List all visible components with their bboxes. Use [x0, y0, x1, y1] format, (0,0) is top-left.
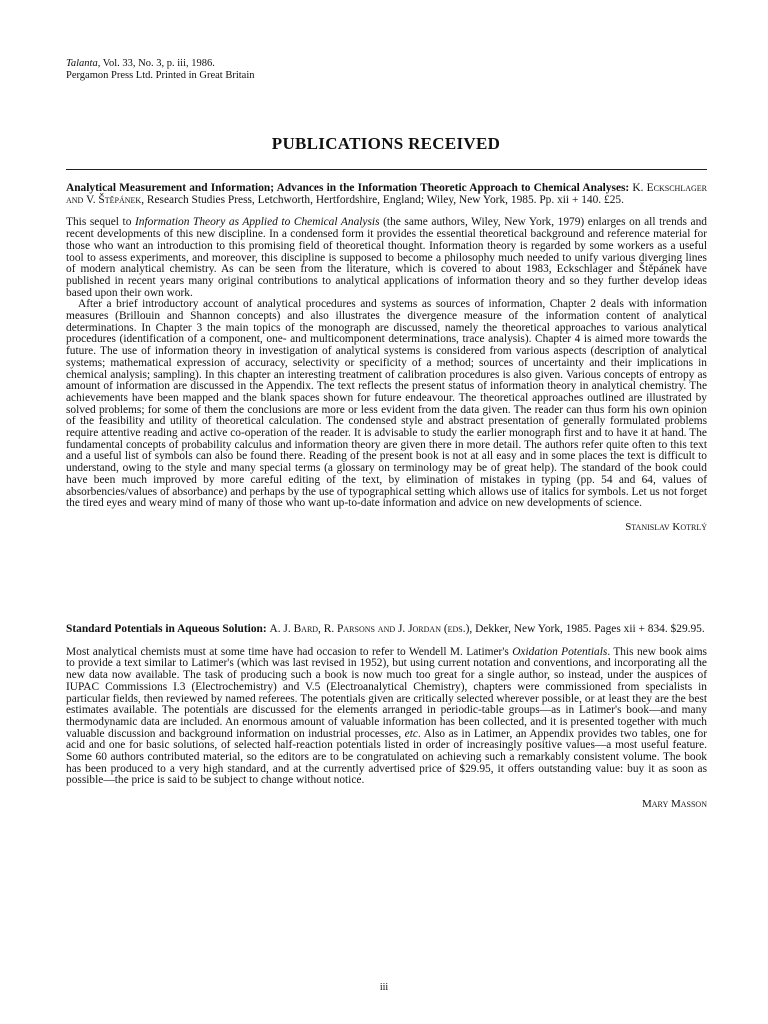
- review-2: [66, 624, 707, 811]
- review-1-paragraph-2: After a brief introductory account of analytical procedures and systems as sources of information, Chapter 2 deals with information measures (Brillouin and Shannon concepts) and also illustrates the divergence measure of the information content of analytical determinations. In Chapter 3 the main topics of the monograph are discussed, namely the theoretical approaches to various analytical procedures (identification of a component, one- and multicomponent determinations, trace analysis). Chapter 4 is aimed more towards the future. The use of information theory in investigation of analytical systems is considered from various aspects (description of analytical systems; mathematical expression of accuracy, selectivity or specificity of a method; sources of uncertainty and their implications in chemical analysis; sampling). In this chapter an interesting treatment of calibration procedures is also given. Various concepts of entropy as amount of information are discussed in the Appendix. The text reflects the present status of information theory in analytical chemistry. The achievements have been mapped and the blank spaces shown for future endeavour. The theoretical approaches outlined are illustrated by solved problems; for some of them the conclusions are more or less evident from the data given. The reader can thus form his own opinion of the feasibility and utility of theoretical calculation. The condensed style and abstract presentation of generally formulated problems require attentive reading and active co-operation of the reader. It is advisable to study the earlier monograph first and to have it at hand. The fundamental concepts of probability calculus and information theory are given there in more detail. The authors refer quite often to this text and a useful list of symbols can also be found there. Reading of the present book is not at all easy and in some places the text is difficult to understand, owing to the style and many special terms (a glossary on terminology may be of great help). The standard of the book could have been much improved by more careful editing of the text, by elimination of mistakes in typing (pp. 54 and 64, values of absorbencies/values of absorbance) and perhaps by the use of typographical setting which allows use of italics for symbols. Let us not forget the tired eyes and weary mind of many of those who want up-to-date information and advice on new developments of science.: [66, 298, 707, 510]
- review-1-text: (the same authors, Wiley, New York, 1979) enlarges on all trends and recent developments of this new discipline. In a condensed form it provides the essential theoretical background and reference material for those who want an introduction to this promising field of theoretical thought. Information theory is regarded by some workers as a useful tool to assess experiments, and moreover, this discipline is supposed to become a philosophy much needed to unify various diverging lines of modern analytical chemistry. As can be seen from the literature, which is covered to about 1983, Eckschlager and Štěpánek have published in recent years many original contributions to analytical applications of information theory and so they further develop ideas based upon their own work.: [66, 216, 707, 299]
- book-reference-2: [66, 624, 707, 636]
- review-2-paragraph-1: [66, 647, 707, 787]
- review-1: [66, 183, 707, 534]
- reviewer-1: Stanislav Kotrlý: [625, 520, 707, 533]
- book-authors-1: K. Eckschlager and V. Štěpánek: [66, 182, 707, 206]
- page-number: iii: [379, 982, 389, 993]
- cited-title: Information Theory as Applied to Chemical Analysis: [135, 216, 380, 229]
- cited-title: Oxidation Potentials: [512, 645, 608, 658]
- book-publication-2: , Dekker, New York, 1985. Pages xii + 834. $29.95.: [469, 623, 705, 635]
- review-1-paragraph-1: [66, 217, 707, 299]
- book-title-2: Standard Potentials in Aqueous Solution:: [66, 623, 267, 635]
- etc-italic: etc: [404, 727, 418, 740]
- book-authors-2: A. J. Bard, R. Parsons and J. Jordan (eds.): [269, 623, 470, 635]
- review-2-text: Most analytical chemists must at some time have had occasion to refer to Wendell M. Latimer's: [66, 645, 513, 658]
- review-1-text: This sequel to: [66, 216, 135, 229]
- page-title: PUBLICATIONS RECEIVED: [271, 134, 501, 153]
- reviewer-2: Mary Masson: [642, 798, 707, 811]
- review-2-text: . Also as in Latimer, an Appendix provides two tables, one for acid and one for basic solutions, of selected half-reaction potentials listed in order of increasingly positive values—a most useful feature. Some 60 authors contributed material, so the editors are to be congratulated on achieving such a remarkably consistent volume. The book has been produced to a very high standard, and at the currently advertised price of $29.95, it offers outstanding value: buy it as soon as possible—the price is said to be subject to change without notice.: [66, 727, 707, 787]
- journal-volume: , Vol. 33, No. 3, p. iii, 1986.: [97, 58, 215, 69]
- journal-citation-line: [66, 58, 255, 70]
- review-body-2: [66, 647, 707, 787]
- book-publication-1: , Research Studies Press, Letchworth, Hertfordshire, England; Wiley, New York, 1985. Pp. xii + 140. £25.: [141, 193, 624, 206]
- title-rule: [66, 169, 707, 170]
- review-2-text: . This new book aims to provide a text similar to Latimer's (which was last revised in 1952), but using current notation and conventions, and incorporating all the new data now available. The task of producing such a book is now much too great for a single author, so instead, under the auspices of IUPAC Commissions I.3 (Electrochemistry) and V.5 (Electroanalytical Chemistry), chapters were commissioned from specialists in particular fields, then reviewed by named referees. The potentials given are critically selected wherever possible, or at least they are the best estimates available. The potentials are discussed for the elements arranged in periodic-table groups—as in Latimer's book—and many thermodynamic data are included. An enormous amount of valuable information has been collected, and it is presented together with much valuable discussion and background information on industrial processes,: [66, 645, 707, 740]
- book-reference-1: [66, 183, 707, 206]
- journal-header: [66, 58, 255, 82]
- review-body-1: [66, 217, 707, 510]
- publisher-line: Pergamon Press Ltd. Printed in Great Britain: [66, 70, 255, 81]
- book-title-1: Analytical Measurement and Information; Advances in the Information Theoretic Approach to Chemical Analyses:: [66, 182, 630, 194]
- journal-name: Talanta: [66, 58, 98, 69]
